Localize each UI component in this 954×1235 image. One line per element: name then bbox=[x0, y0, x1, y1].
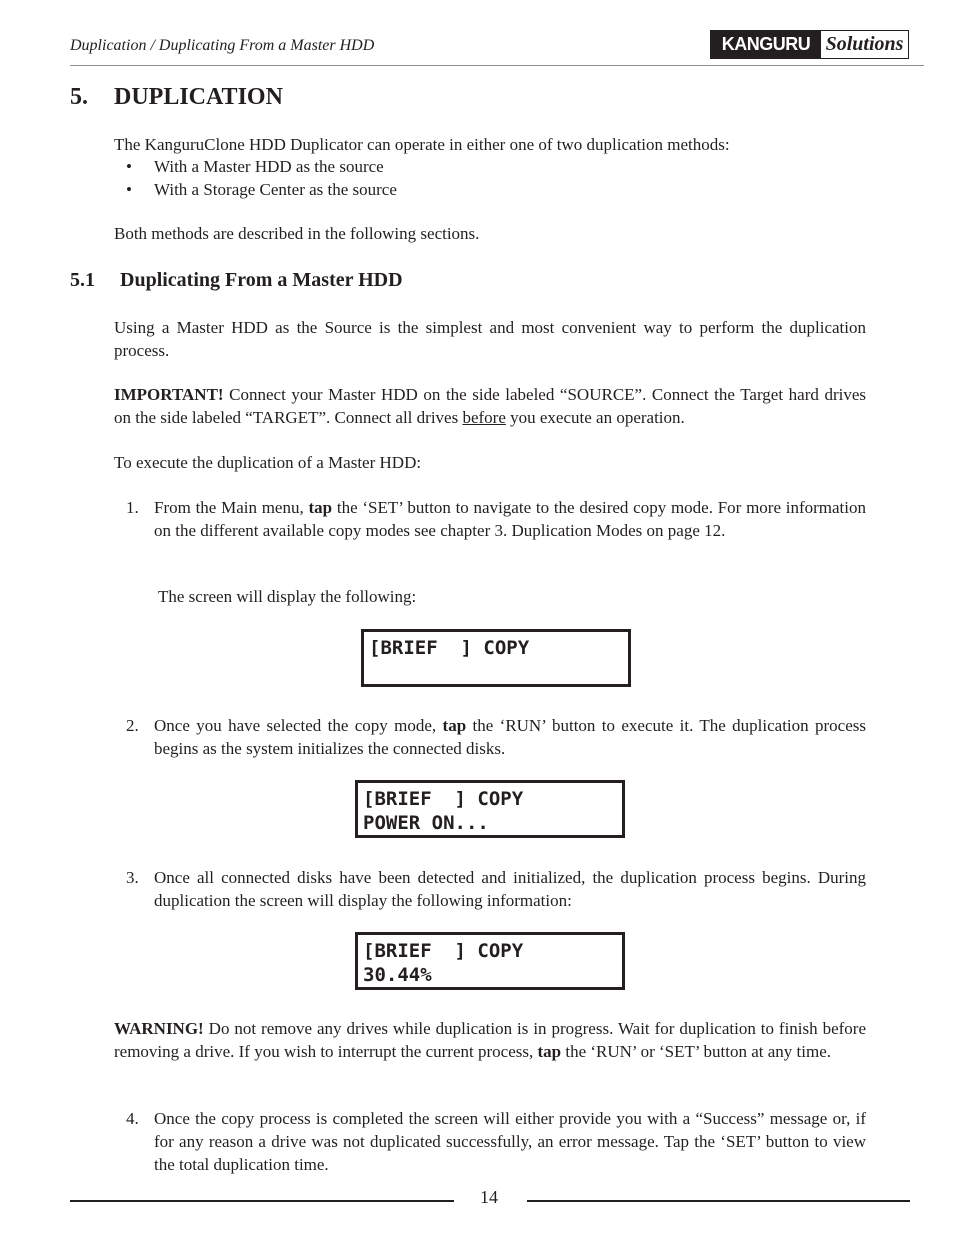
warning-bold: tap bbox=[537, 1042, 562, 1061]
step-2 bbox=[114, 714, 866, 760]
section-heading bbox=[70, 84, 283, 111]
execute-intro: To execute the duplication of a Master HDD: bbox=[114, 453, 422, 472]
subsection-heading bbox=[70, 269, 403, 292]
header-divider bbox=[70, 65, 924, 66]
step-3 bbox=[114, 866, 866, 912]
page-number: 14 bbox=[480, 1187, 498, 1207]
lcd-line-2: POWER ON... bbox=[363, 812, 489, 834]
step-number: 4. bbox=[126, 1109, 139, 1128]
important-text: Connect your Master HDD on the side labeled “SOURCE”. Connect the Target hard drives on the side labeled “TARGET”. Connect all drives bbox=[114, 385, 866, 427]
warning-text-end: the ‘RUN’ or ‘SET’ button at any time. bbox=[561, 1042, 831, 1061]
logo-solutions: Solutions bbox=[825, 33, 904, 55]
section-number: 5. bbox=[70, 84, 88, 110]
list-item bbox=[114, 155, 864, 178]
step-text: Once the copy process is completed the screen will either provide you with a “Success” message or, if for any reason a drive was not duplicated successfully, an error message. Tap the ‘SET’ button to view the total duplication time. bbox=[154, 1109, 866, 1174]
header-breadcrumb: Duplication / Duplicating From a Master HDD bbox=[70, 37, 375, 54]
lcd-line-1: [BRIEF ] COPY bbox=[363, 940, 524, 962]
lcd-screen bbox=[361, 629, 631, 687]
lcd-line-2: 30.44% bbox=[363, 964, 432, 986]
important-paragraph bbox=[114, 383, 866, 429]
section-title: DUPLICATION bbox=[114, 84, 283, 110]
methods-list bbox=[114, 155, 864, 201]
list-item-text: With a Storage Center as the source bbox=[154, 180, 397, 199]
step-number: 3. bbox=[126, 868, 139, 887]
lcd-line-1: [BRIEF ] COPY bbox=[363, 788, 524, 810]
important-label: IMPORTANT! bbox=[114, 385, 224, 404]
bullet-icon: • bbox=[126, 180, 132, 199]
footer-rule-left bbox=[70, 1200, 454, 1202]
step-text: Once you have selected the copy mode, tap the ‘RUN’ button to execute it. The duplication process begins as the system initializes the connected disks. bbox=[154, 716, 866, 758]
lcd-screen bbox=[355, 780, 625, 838]
list-item bbox=[114, 178, 864, 201]
step-number: 1. bbox=[126, 498, 139, 517]
step-1 bbox=[114, 496, 866, 542]
step-text: From the Main menu, tap the ‘SET’ button to navigate to the desired copy mode. For more information on the different available copy modes see chapter 3. Duplication Modes on page 12. bbox=[154, 498, 866, 540]
subsection-title: Duplicating From a Master HDD bbox=[120, 269, 403, 291]
subsection-number: 5.1 bbox=[70, 269, 95, 291]
master-hdd-paragraph: Using a Master HDD as the Source is the simplest and most convenient way to perform the duplication process. bbox=[114, 318, 866, 360]
lcd-screen bbox=[355, 932, 625, 990]
step-text: Once all connected disks have been detected and initialized, the duplication process begins. During duplication the screen will display the following information: bbox=[154, 868, 866, 910]
screen-note: The screen will display the following: bbox=[158, 587, 417, 606]
step-number: 2. bbox=[126, 716, 139, 735]
logo-brand: KANGURU bbox=[711, 31, 821, 58]
both-methods-paragraph: Both methods are described in the following sections. bbox=[114, 224, 480, 243]
kanguru-logo bbox=[710, 30, 909, 59]
list-item-text: With a Master HDD as the source bbox=[154, 157, 384, 176]
warning-label: WARNING! bbox=[114, 1019, 204, 1038]
lcd-line-1: [BRIEF ] COPY bbox=[369, 637, 530, 659]
warning-paragraph bbox=[114, 1017, 866, 1063]
important-text-end: you execute an operation. bbox=[505, 408, 685, 427]
bullet-icon: • bbox=[126, 157, 132, 176]
intro-paragraph: The KanguruClone HDD Duplicator can operate in either one of two duplication methods: bbox=[114, 135, 730, 154]
footer-rule-right bbox=[527, 1200, 910, 1202]
step-4 bbox=[114, 1107, 866, 1176]
important-underlined: before bbox=[462, 408, 506, 427]
warning-text: Do not remove any drives while duplication is in progress. Wait for duplication to finish before removing a drive. If you wish to interrupt the current process, bbox=[114, 1019, 866, 1061]
